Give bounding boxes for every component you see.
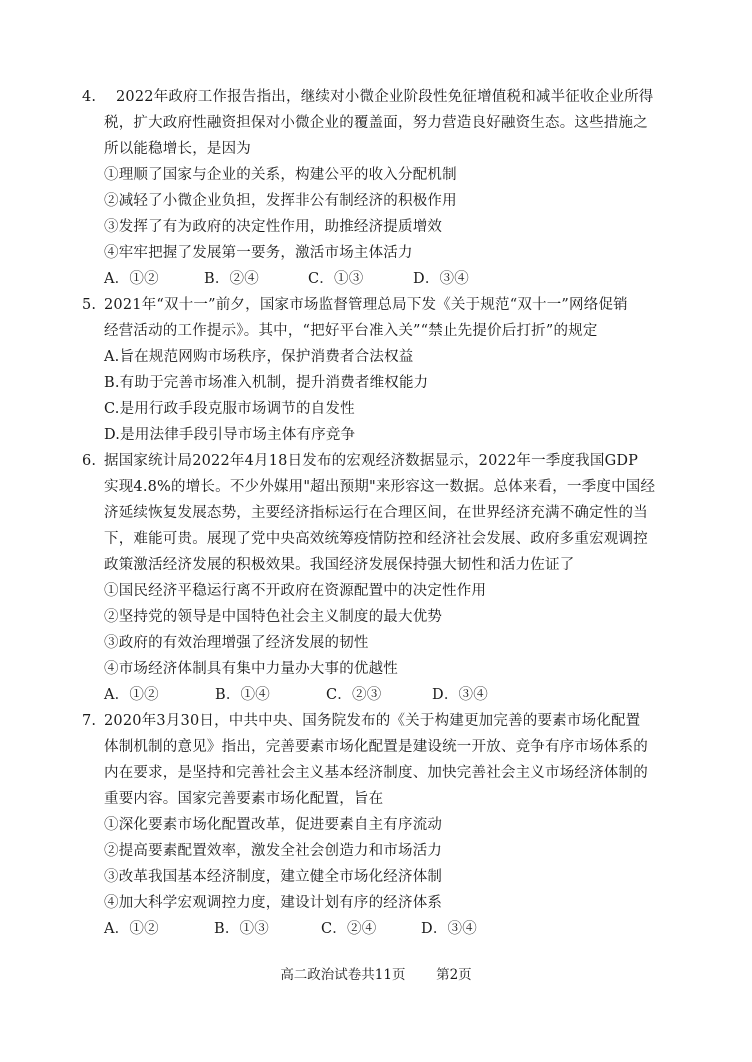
- option-c: C．①③: [308, 271, 364, 287]
- statement: ④牢牢把握了发展第一要务，激活市场主体活力: [104, 245, 413, 261]
- footer-paper-info: 高二政治试卷共11页: [280, 967, 406, 983]
- question-number: 4.: [82, 89, 97, 105]
- option-d: D．③④: [432, 687, 488, 703]
- question-stem-line: 内在要求，是坚持和完善社会主义基本经济制度、加快完善社会主义市场经济体制的: [104, 765, 648, 781]
- option-a: A．①②: [104, 271, 159, 287]
- option-b: B.有助于完善市场准入机制，提升消费者维权能力: [104, 375, 429, 391]
- question-stem-line: 税，扩大政府性融资担保对小微企业的覆盖面，努力营造良好融资生态。这些措施之: [104, 115, 648, 131]
- footer-page-number: 第2页: [436, 967, 472, 983]
- option-a: A．①②: [104, 687, 159, 703]
- option-c: C．②③: [326, 687, 382, 703]
- statement: ①国民经济平稳运行离不开政府在资源配置中的决定性作用: [104, 583, 487, 599]
- option-b: B．①④: [215, 687, 270, 703]
- page-footer: [0, 965, 752, 985]
- option-d: D.是用法律手段引导市场主体有序竞争: [104, 427, 356, 443]
- question-stem-line: 2021年“双十一”前夕，国家市场监督管理总局下发《关于规范“双十一”网络促销: [104, 297, 628, 313]
- question-stem-line: 下，难能可贵。展现了党中央高效统筹疫情防控和经济社会发展、政府多重宏观调控: [104, 531, 648, 547]
- question-number: 5.: [82, 297, 97, 313]
- question-stem-line: 重要内容。国家完善要素市场化配置，旨在: [104, 791, 384, 807]
- question-stem-line: 实现4.8%的增长。不少外媒用"超出预期"来形容这一数据。总体来看，一季度中国经: [104, 479, 656, 495]
- question-stem-line: 2020年3月30日，中共中央、国务院发布的《关于构建更加完善的要素市场化配置: [104, 713, 641, 729]
- statement: ②提高要素配置效率，激发全社会创造力和市场活力: [104, 843, 443, 859]
- option-c: C.是用行政手段克服市场调节的自发性: [104, 401, 355, 417]
- option-c: C．②④: [321, 921, 377, 937]
- option-d: D．③④: [421, 921, 477, 937]
- question-stem-line: 政策激活经济发展的积极效果。我国经济发展保持强大韧性和活力佐证了: [104, 557, 575, 573]
- question-stem-line: 体制机制的意见》指出，完善要素市场化配置是建设统一开放、竞争有序市场体系的: [104, 739, 648, 755]
- question-stem-line: 所以能稳增长，是因为: [104, 141, 251, 157]
- answer-options: [104, 685, 488, 705]
- statement: ①深化要素市场化配置改革，促进要素自主有序流动: [104, 817, 443, 833]
- question-stem-line: 2022年政府工作报告指出，继续对小微企业阶段性免征增值税和减半征收企业所得: [116, 89, 654, 105]
- option-b: B．①③: [214, 921, 269, 937]
- question-stem-line: 经营活动的工作提示》。其中，“把好平台准入关”“禁止先提价后打折”的规定: [104, 323, 598, 339]
- statement: ②减轻了小微企业负担，发挥非公有制经济的积极作用: [104, 193, 457, 209]
- answer-options: [104, 919, 477, 939]
- statement: ①理顺了国家与企业的关系，构建公平的收入分配机制: [104, 167, 457, 183]
- statement: ③发挥了有为政府的决定性作用，助推经济提质增效: [104, 219, 443, 235]
- question-number: 6.: [82, 453, 97, 469]
- statement: ③政府的有效治理增强了经济发展的韧性: [104, 635, 369, 651]
- option-d: D．③④: [413, 271, 469, 287]
- option-a: A．①②: [104, 921, 159, 937]
- question-stem-line: 济延续恢复发展态势，主要经济指标运行在合理区间，在世界经济充满不确定性的当: [104, 505, 648, 521]
- statement: ④市场经济体制具有集中力量办大事的优越性: [104, 661, 398, 677]
- answer-options: [104, 269, 469, 289]
- option-b: B．②④: [204, 271, 259, 287]
- question-stem-line: 据国家统计局2022年4月18日发布的宏观经济数据显示，2022年一季度我国GDP: [104, 453, 639, 469]
- option-a: A.旨在规范网购市场秩序，保护消费者合法权益: [104, 349, 414, 365]
- question-number: 7.: [82, 713, 97, 729]
- statement: ②坚持党的领导是中国特色社会主义制度的最大优势: [104, 609, 443, 625]
- statement: ③改革我国基本经济制度，建立健全市场化经济体制: [104, 869, 443, 885]
- statement: ④加大科学宏观调控力度，建设计划有序的经济体系: [104, 895, 443, 911]
